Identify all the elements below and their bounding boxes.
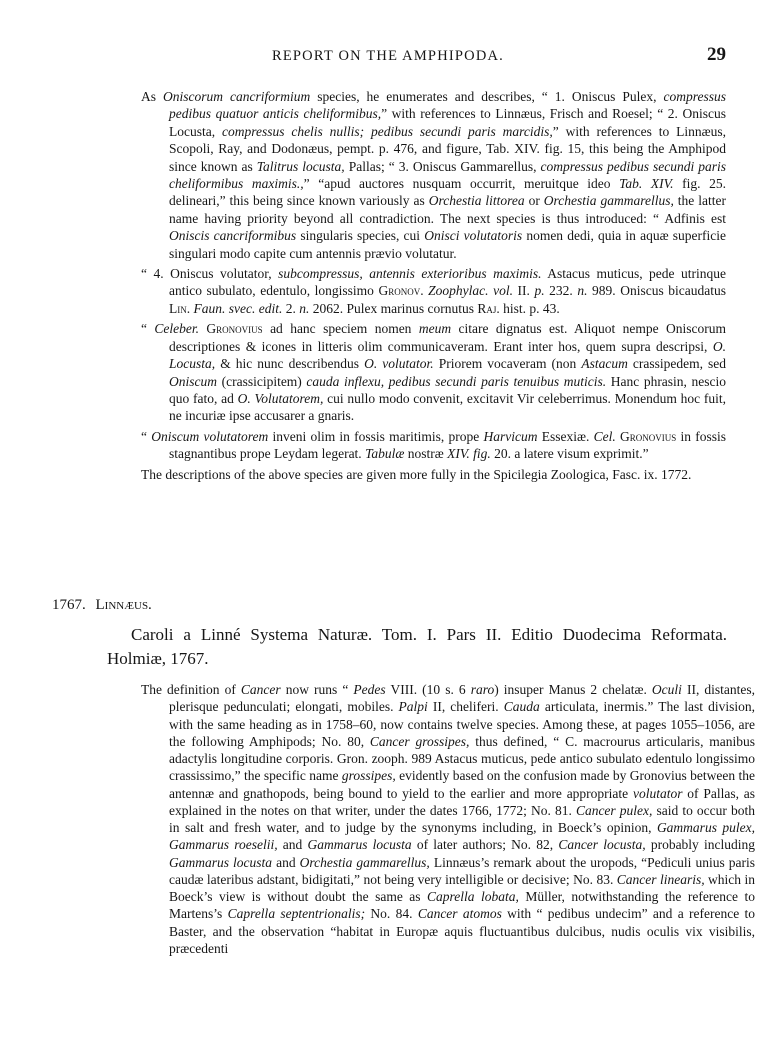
italic-run: Oniscis cancriformibus <box>169 228 297 244</box>
italic-run: Oniscum <box>169 373 217 389</box>
paragraph-celeber-gronovius <box>141 320 726 424</box>
text-run: II. <box>512 283 535 299</box>
small-caps-run: Lin. <box>169 300 191 316</box>
text-run: 2. <box>282 300 300 316</box>
paragraph-cancer-definition <box>141 681 755 957</box>
small-caps-run: Gronovius <box>620 428 677 444</box>
small-caps-run: Raj. <box>477 300 500 316</box>
italic-run: Cancer pulex, <box>575 802 653 818</box>
italic-run: Orchestia gammarellus, <box>299 854 430 870</box>
italic-run: Cancer <box>240 682 281 697</box>
italic-run: Caprella lobata, <box>427 889 519 904</box>
text-run: now runs “ <box>280 682 354 697</box>
italic-run: Tab. XIV. <box>619 176 674 192</box>
italic-run: Cancer grossipes, <box>369 733 470 749</box>
work-title-block <box>107 623 727 671</box>
paragraph-spicilegia-note <box>141 466 726 483</box>
text-run: “ <box>141 321 155 337</box>
text-run: in fossis stagnantibus prope Leydam legerat. <box>169 428 727 462</box>
text-run: Pallas; “ 3. Oniscus Gammarellus, <box>344 158 541 174</box>
italic-run: Harvicum <box>483 428 538 444</box>
text-run: cui nullo modo convenit, excitavit Vir celeberrimus. Monendum hoc fuit, ne incuriæ ipse accusarer a gnaris. <box>169 390 727 424</box>
italic-run: XIV. fig. <box>447 446 491 462</box>
italic-run: Faun. svec. edit. <box>193 300 283 316</box>
italic-run: O. volutator. <box>364 356 434 372</box>
italic-run: Oniscum volutatorem <box>151 428 269 444</box>
text-run: 2062. Pulex marinus cornutus <box>309 300 478 316</box>
italic-run: Cauda <box>503 699 540 715</box>
text-run: or <box>524 193 544 209</box>
italic-run: Cancer linearis, <box>616 871 705 887</box>
italic-run: subcompressus, antennis exterioribus maximis. <box>278 266 542 282</box>
text-run: & hic nunc describendus <box>215 356 365 372</box>
italic-run: Astacum <box>581 356 628 372</box>
text-run: evidently based on the confusion made by Gronovius between the antennæ and gnathopods, being bound to yield to the earlier and more appropriate <box>169 768 755 801</box>
italic-run: n. <box>577 283 588 299</box>
italic-run: Cancer locusta, <box>558 837 646 853</box>
text-run: 20. a latere visum exprimit.” <box>490 446 649 462</box>
italic-run: Orchestia littorea <box>428 193 525 209</box>
italic-run: p. <box>534 283 545 299</box>
italic-run: Gammarus locusta <box>307 837 412 853</box>
italic-run: Celeber. <box>154 321 200 337</box>
work-title: Caroli a Linné Systema Naturæ. Tom. I. Pars II. Editio Duodecima Reformata. Holmiæ, 1767. <box>107 625 727 668</box>
text-run: singularis species, cui <box>296 228 425 244</box>
text-run: Hanc phrasin, nescio quo fato, ad <box>169 373 727 406</box>
italic-run: volutator <box>632 785 683 801</box>
text-run: The descriptions of the above species are given more fully in the Spicilegia Zoologica, Fasc. ix. 1772. <box>141 466 692 482</box>
text-run: species, he enumerates and describes, “ 1. Oniscus Pulex, <box>310 89 664 104</box>
italic-run: cauda inflexu, pedibus secundi paris tenuibus muticis. <box>306 373 607 389</box>
italic-run: compressus pedibus quatuor anticis cheliformibus, <box>169 89 726 122</box>
text-run: VIII. (10 s. 6 <box>385 682 471 697</box>
text-run: 232. <box>544 283 578 299</box>
text-run: which in Boeck’s view is without doubt the same as <box>169 871 755 904</box>
text-run: The definition of <box>141 682 241 697</box>
italic-run: Gammarus pulex, Gammarus roeselii, <box>169 820 755 853</box>
text-run: “ 4. Oniscus volutator, <box>141 266 279 282</box>
page-header <box>0 44 776 68</box>
text-run: ” “apud auctores nusquam occurrit, meruitque ideo <box>303 176 620 192</box>
text-run: and <box>277 837 308 853</box>
text-run: II, cheliferi. <box>427 699 504 715</box>
italic-run: O. Locusta, <box>169 338 726 372</box>
text-run: thus defined, “ C. macrourus articularis, manibus adactylis longitudine corporis. Gron. zooph. 989 Astacus muticus, pede antico subulato edentulo longissimo crassissimo,” the specific name <box>169 733 756 784</box>
paragraph-oniscus-species <box>141 88 726 262</box>
small-caps-run: Gronov. <box>378 283 424 299</box>
italic-run: Pedes <box>353 682 386 697</box>
text-run: 989. Oniscus bicaudatus <box>587 283 726 299</box>
text-run: No. 84. <box>365 906 418 922</box>
text-run: probably including <box>645 837 755 853</box>
italic-run: Zoophylac. vol. <box>428 283 513 299</box>
running-title: REPORT ON THE AMPHIPODA. <box>271 48 505 64</box>
italic-run: compressus chelis nullis; pedibus secundi paris marcidis, <box>221 123 553 139</box>
text-run: with “ pedibus undecim” and a reference to Baster, and the observation “habitat in Europæ aquis fluctuantibus dulcibus, nudis oculis vix visibilis, præcedenti <box>169 906 756 956</box>
text-run: Müller, notwithstanding the reference to Martens’s <box>169 889 756 922</box>
italic-run: Caprella septentrionalis; <box>227 906 366 922</box>
text-run: Linnæus’s remark about the uropods, “Pediculi unius paris caudæ lateribus adstant, bidigitati,” not being very intelligible or decisive; No. 83. <box>169 854 755 887</box>
quoted-text-block <box>141 88 726 486</box>
italic-run: Orchestia gammarellus, <box>543 193 674 209</box>
text-run: ) insuper Manus 2 chelatæ. <box>494 682 652 697</box>
section-year: 1767. <box>52 597 86 613</box>
paragraph-oniscum-volutatorem <box>141 428 726 463</box>
italic-run: O. Volutatorem, <box>237 390 324 406</box>
italic-run: Talitrus locusta, <box>256 158 345 174</box>
text-run: “ <box>141 428 152 444</box>
text-run: II, distantes, plerisque pedunculati; elongati, mobiles. <box>169 682 755 715</box>
text-run: Essexiæ. <box>537 428 594 444</box>
italic-run: n. <box>299 300 310 316</box>
italic-run: Oculi <box>651 682 682 697</box>
italic-run: meum <box>418 321 452 337</box>
text-run: of Pallas, as explained in the notes on that writer, under the dates 1766, 1772; No. 81. <box>169 785 755 818</box>
text-run: nostræ <box>404 446 448 462</box>
text-run: nomen dedi, quia in aquæ superficie singulari modo capite cum antennis prævio volutatur. <box>169 228 726 261</box>
text-run: (crassicipitem) <box>217 373 307 389</box>
text-run: ad hanc speciem nomen <box>262 321 419 337</box>
section-heading <box>52 597 152 614</box>
text-run: articulata, inermis.” The last division, with the same heading as in 1758–60, now contains twelve species. Among these, at pages 1055–1056, are the following Amphipods; No. 80, <box>169 699 755 749</box>
italic-run: Tabulæ <box>365 446 405 462</box>
section-author: Linnæus. <box>95 597 152 613</box>
text-run: fig. 25. delineari,” this being since known variously as <box>169 176 726 209</box>
text-run: ” with references to Linnæus, Scopoli, Ray, and Dodonæus, pempt. p. 476, and figure, Tab. XIV. fig. 15, this being the Amphipod since known as <box>169 123 726 174</box>
italic-run: Cancer atomos <box>417 906 502 922</box>
text-run: inveni olim in fossis maritimis, prope <box>268 428 484 444</box>
italic-run: Oniscorum cancriformium <box>163 89 311 104</box>
italic-run: Palpi <box>398 699 428 715</box>
text-run: ” with references to Linnæus, Frisch and Roesel; “ 2. Oniscus Locusta, <box>169 106 726 139</box>
text-run: Astacus muticus, pede utrinque antico subulato, edentulo, longissimo <box>169 266 726 299</box>
text-run: As <box>141 89 163 104</box>
text-run: of later authors; No. 82, <box>411 837 559 853</box>
italic-run: raro <box>470 682 495 697</box>
text-run: the latter name having priority beyond all contradiction. The next species is thus introduced: “ Adfinis est <box>169 193 726 226</box>
text-run: Priorem vocaveram (non <box>433 356 582 372</box>
text-run: and <box>272 854 300 870</box>
italic-run: grossipes, <box>341 768 396 784</box>
text-run: hist. p. 43. <box>499 300 560 316</box>
italic-run: Gammarus locusta <box>169 854 273 870</box>
italic-run: compressus pedibus secundi paris cheliformibus maximis., <box>169 158 726 192</box>
small-caps-run: Gronovius <box>206 321 263 337</box>
page-number: 29 <box>707 44 726 65</box>
text-run: crassipedem, sed <box>627 356 727 372</box>
text-run: said to occur both in salt and fresh water, and to judge by the synonyms including, in Boeck’s opinion, <box>169 802 755 835</box>
text-run: citare dignatus est. Aliquot nempe Oniscorum descriptiones & icones in litteris olim communicaveram. Erant inter hos, quem supra descripsi, <box>169 321 726 354</box>
paragraph-oniscus-volutator <box>141 265 726 317</box>
italic-run: Onisci volutatoris <box>424 228 523 244</box>
italic-run: Cel. <box>593 428 616 444</box>
